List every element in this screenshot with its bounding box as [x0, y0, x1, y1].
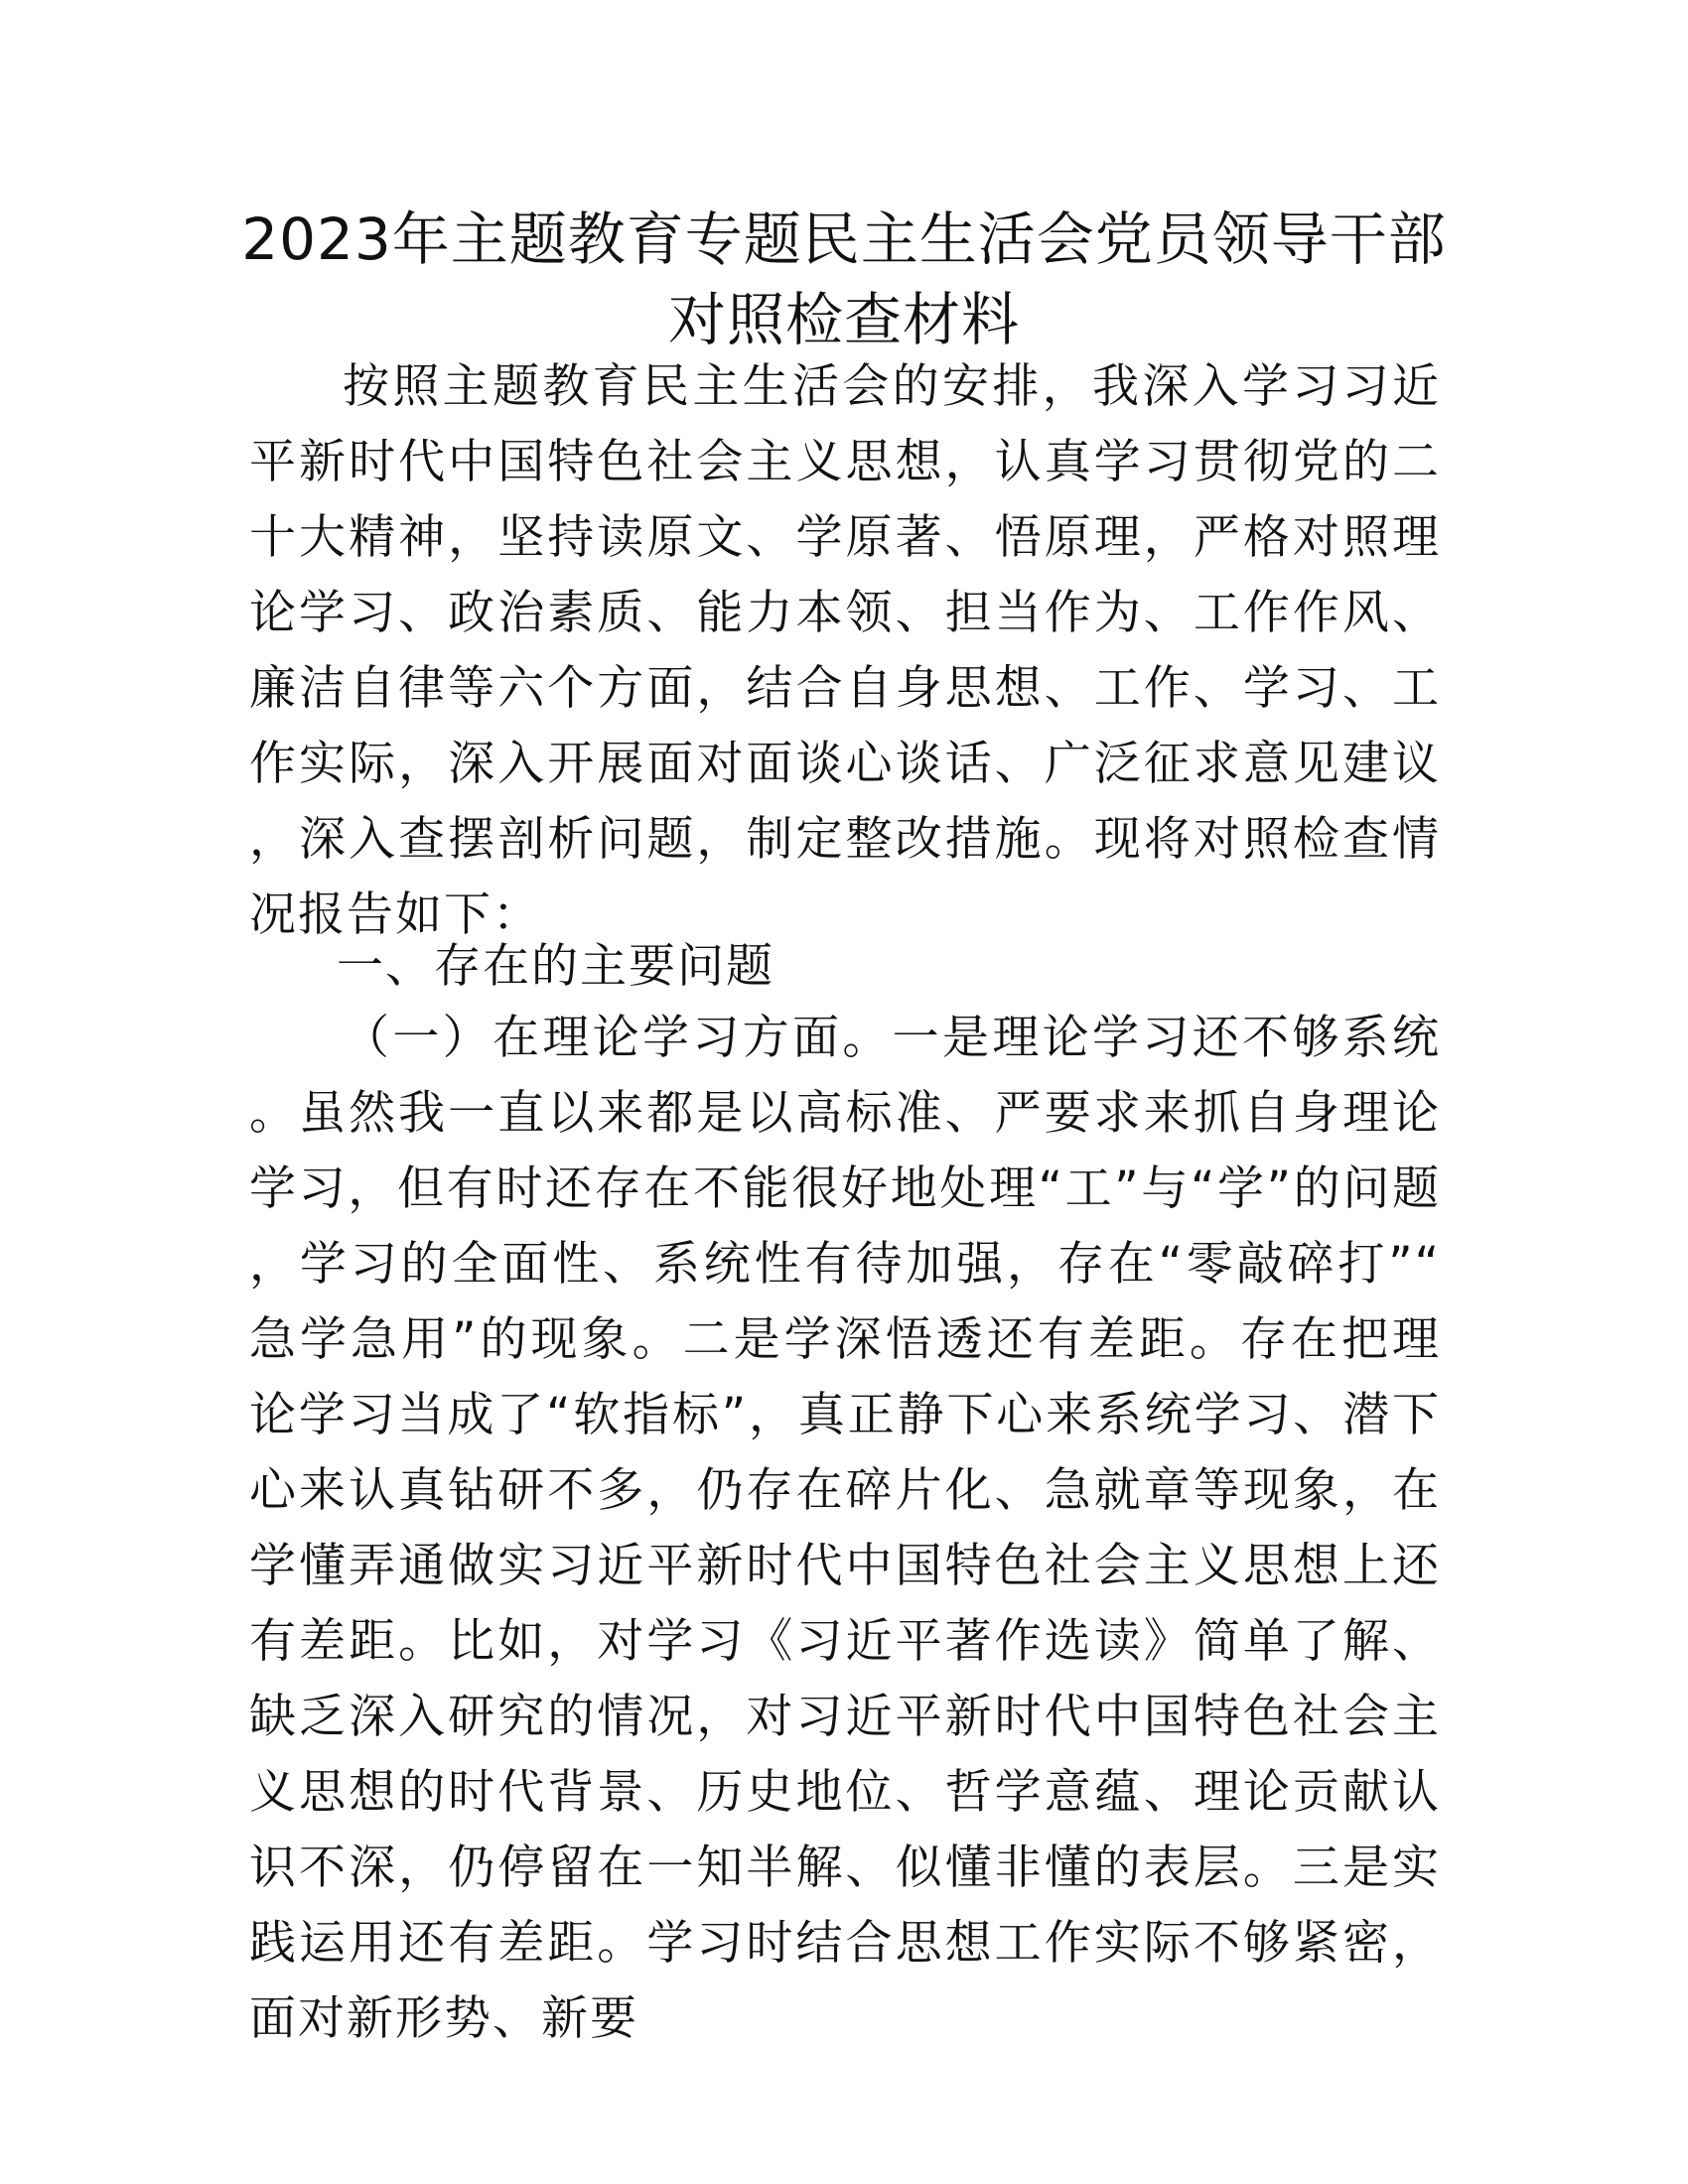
intro-paragraph: 按照主题教育民主生活会的安排，我深入学习习近平新时代中国特色社会主义思想，认真学习贯彻党的二十大精神，坚持读原文、学原著、悟原理，严格对照理论学习、政治素质、能力本领、担当作为、工作作风、廉洁自律等六个方面，结合自身思想、工作、学习、工作实际，深入开展面对面谈心谈话、广泛征求意见建议，深入查摆剖析问题，制定整改措施。现将对照检查情况报告如下： — [249, 359, 1441, 942]
document-title-line-2: 对照检查材料 — [667, 286, 1020, 353]
section-paragraph: （一）在理论学习方面。一是理论学习还不够系统。虽然我一直以来都是以高标准、严要求来抓自身理论学习，但有时还存在不能很好地处理“工”与“学”的问题，学习的全面性、系统性有待加强，存在“零敲碎打”“急学急用”的现象。二是学深悟透还有差距。存在把理论学习当成了“软指标”，真正静下心来系统学习、潜下心来认真钻研不多，仍存在碎片化、急就章等现象，在学懂弄通做实习近平新时代中国特色社会主义思想上还有差距。比如，对学习《习近平著作选读》简单了解、缺乏深入研究的情况，对习近平新时代中国特色社会主义思想的时代背景、历史地位、哲学意蕴、理论贡献认识不深，仍停留在一知半解、似懂非懂的表层。三是实践运用还有差距。学习时结合思想工作实际不够紧密，面对新形势、新要 — [249, 1011, 1441, 2046]
document-title-line-1: 2023年主题教育专题民主生活会党员领导干部 — [241, 205, 1447, 273]
section-heading: 一、存在的主要问题 — [337, 939, 774, 994]
